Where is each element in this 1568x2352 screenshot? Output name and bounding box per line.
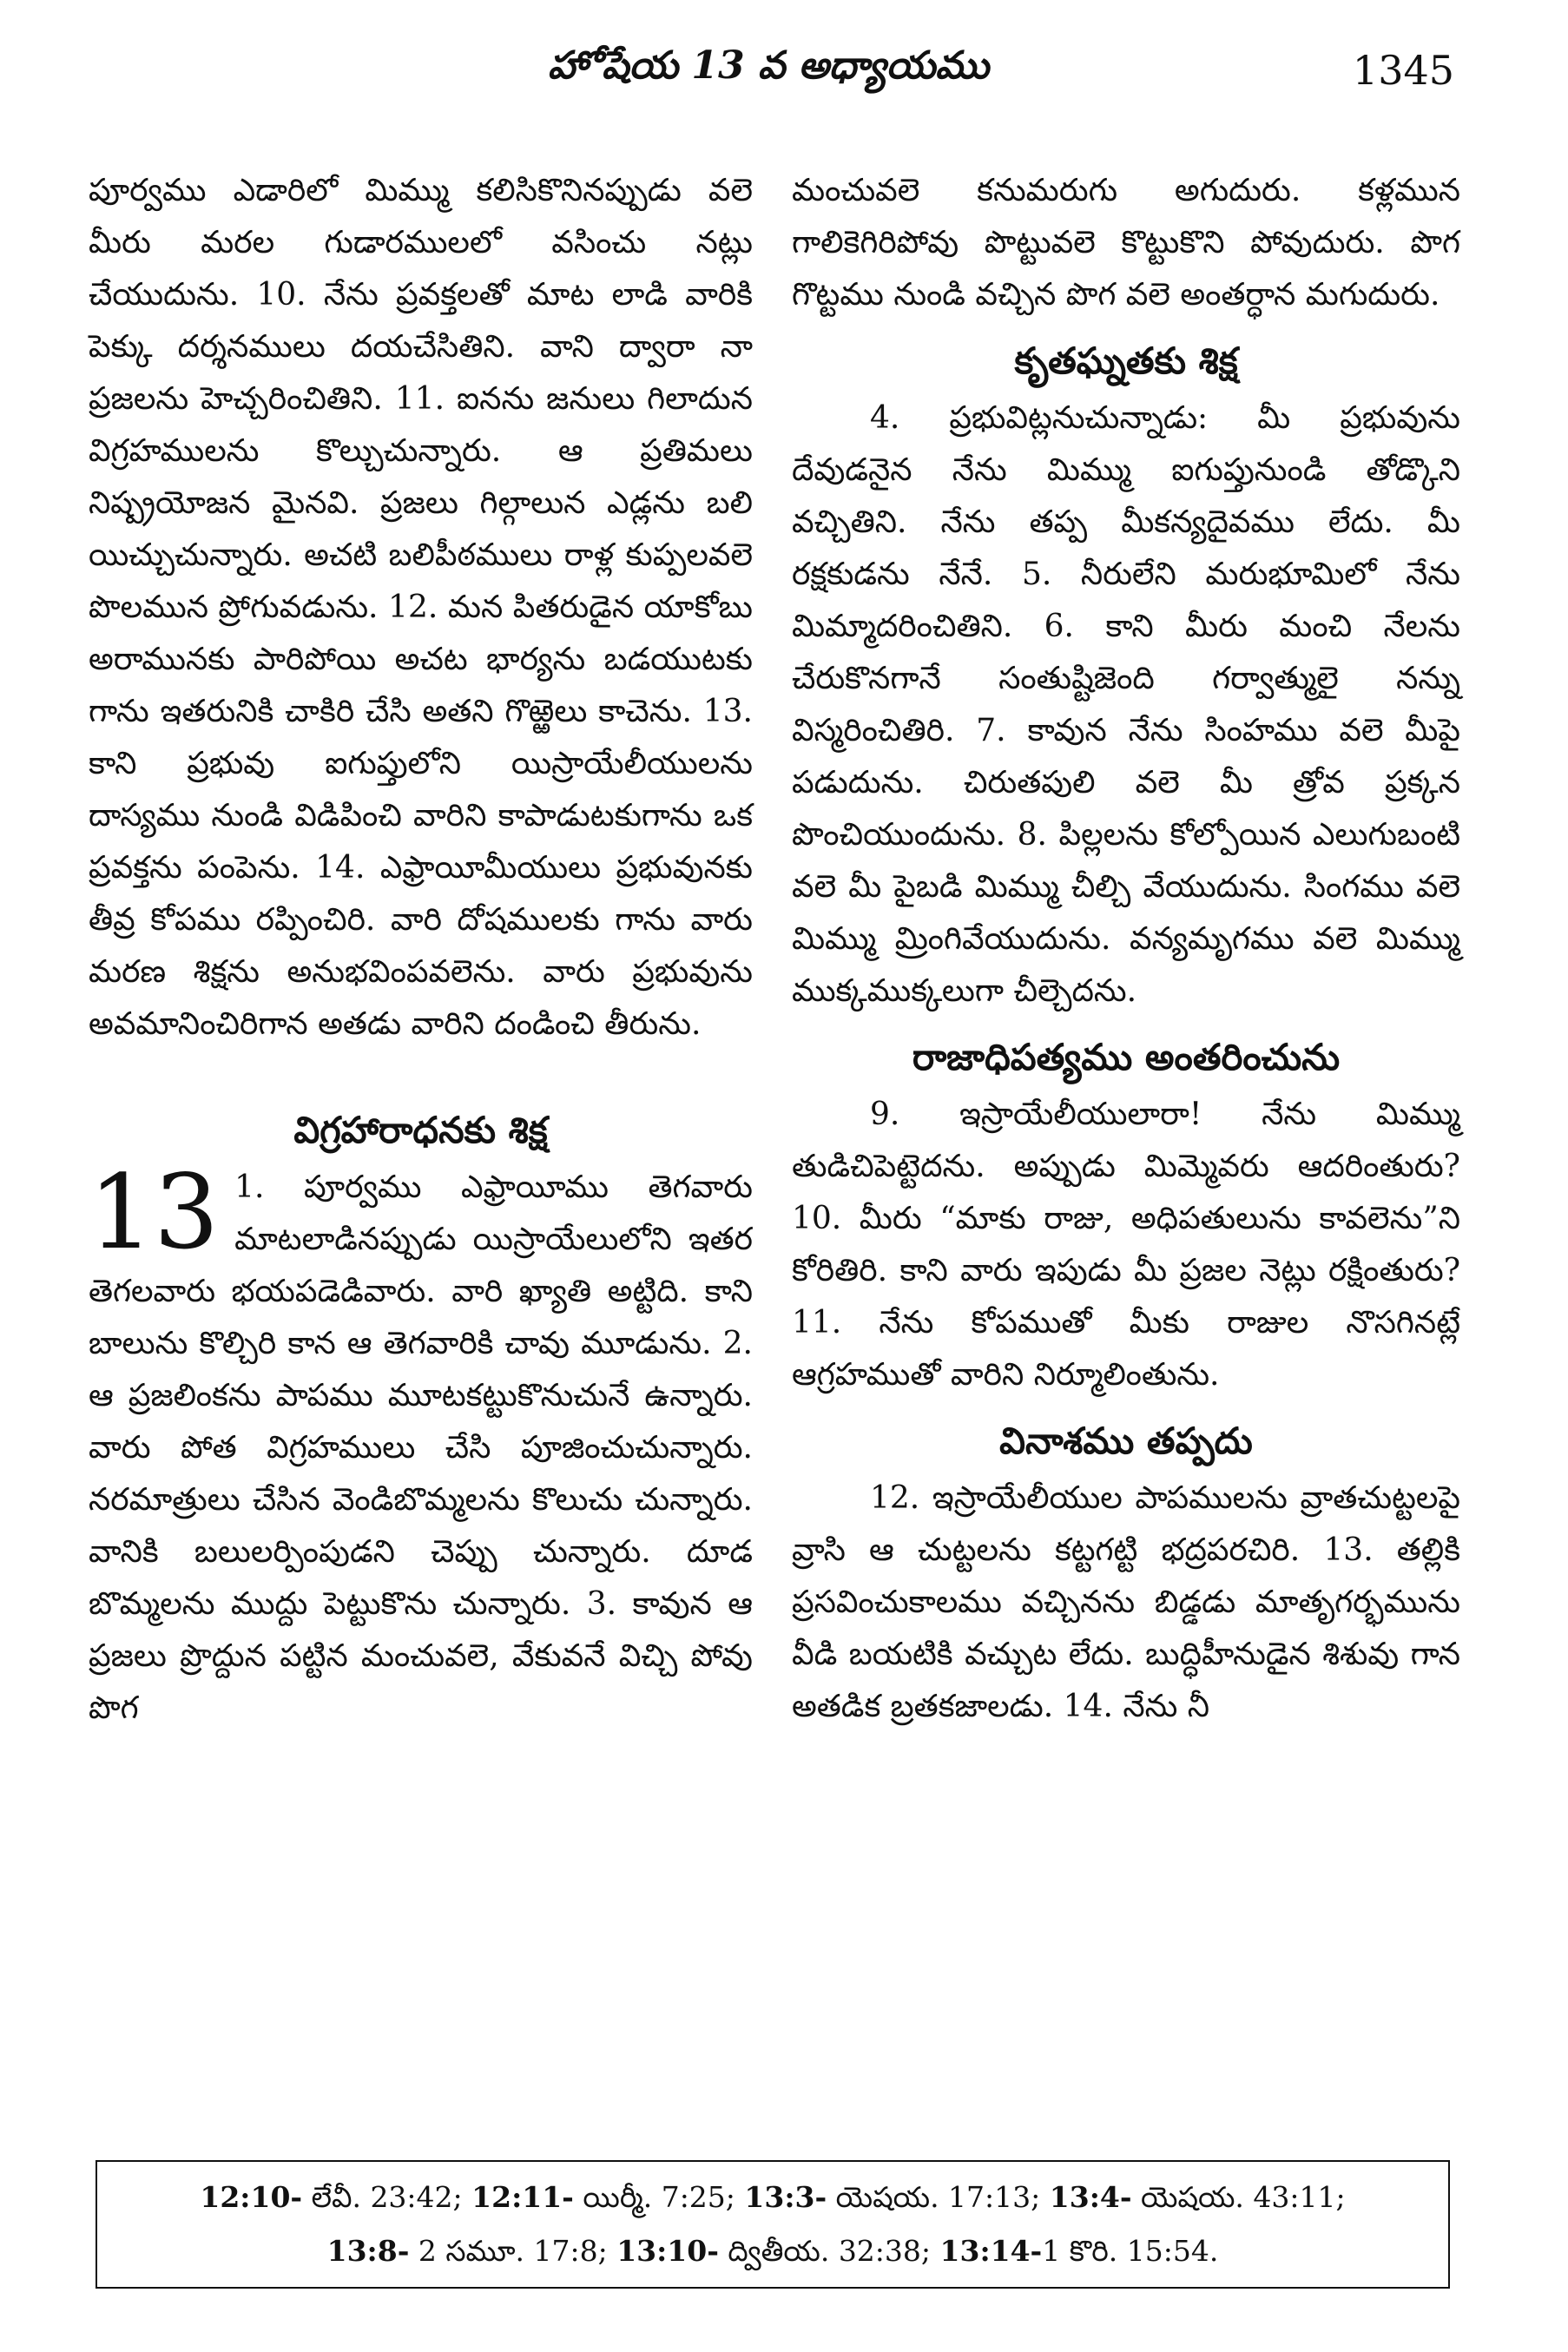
section-heading-kingship: రాజాధిపత్యము అంతరించును	[912, 1036, 1341, 1078]
section-heading-ingratitude: కృతఘ్నతకు శిక్ష	[1014, 339, 1238, 382]
cross-reference-line-2	[97, 2224, 1448, 2278]
right-column	[792, 165, 1460, 1733]
cross-reference: 12:10- లేవీ. 23:42;	[200, 2180, 472, 2214]
section-heading-idolatry: విగ్రహారాధనకు శిక్ష	[293, 1109, 548, 1151]
cross-reference: 13:10- ద్వితీయ. 32:38;	[616, 2234, 940, 2268]
cross-reference: 13:3- యెషయ. 17:13;	[744, 2180, 1050, 2214]
running-title: హోషేయ 13 వ అధ్యాయము	[547, 43, 990, 88]
left-paragraph-1: పూర్వము ఎడారిలో మిమ్ము కలిసికొనినప్పుడు వలె మీరు మరల గుడారములలో వసించు నట్లు చేయుదును. 10. నేను ప్రవక్తలతో మాట లాడి వారికి పెక్కు దర్శనములు దయచేసితిని. వాని ద్వారా నా ప్రజలను హెచ్చరించితిని. 11. ఐనను జనులు గిలాదున విగ్రహములను కొల్చుచున్నారు. ఆ ప్రతిమలు నిష్ప్రయోజన మైనవి. ప్రజలు గిల్గాలున ఎడ్లను బలి యిచ్చుచున్నారు. అచటి బలిపీఠములు రాళ్ల కుప్పలవలె పొలమున ప్రోగువడును. 12. మన పితరుడైన యాకోబు అరామునకు పారిపోయి అచట భార్యను బడయుటకు గాను ఇతరునికి చాకిరి చేసి అతని గొఱ్ఱెలు కాచెను. 13. కాని ప్రభువు ఐగుప్తులోని యిస్రాయేలీయులను దాస్యము నుండి విడిపించి వారిని కాపాడుటకుగాను ఒక ప్రవక్తను పంపెను. 14. ఎఫ్రాయీమీయులు ప్రభువునకు తీవ్ర కోపము రప్పించిరి. వారి దోషములకు గాను వారు మరణ శిక్షను అనుభవింపవలెను. వారు ప్రభువును అవమానించిరిగాన అతడు వారిని దండించి తీరును.	[89, 173, 753, 1042]
right-paragraph-2: 4. ప్రభువిట్లనుచున్నాడు: మీ ప్రభువును దేవుడనైన నేను మిమ్ము ఐగుప్తునుండి తోడ్కొని వచ్చితిని. నేను తప్ప మీకన్యదైవము లేదు. మీ రక్షకుడను నేనే. 5. నీరులేని మరుభూమిలో నేను మిమ్మాదరించితిని. 6. కాని మీరు మంచి నేలను చేరుకొనగానే సంతుష్టిజెంది గర్వాత్ములై నన్ను విస్మరించితిరి. 7. కావున నేను సింహము వలె మీపై పడుదును. చిరుతపులి వలె మీ త్రోవ ప్రక్కన పొంచియుందును. 8. పిల్లలను కోల్పోయిన ఎలుగుబంటి వలె మీ పైబడి మిమ్ము చీల్చి వేయుదును. సింగము వలె మిమ్ము మ్రింగివేయుదును. వన్యమృగము వలె మిమ్ము ముక్కముక్కలుగా చీల్చెదను.	[792, 400, 1460, 1009]
chapter-number: 13	[89, 1152, 220, 1272]
right-paragraph-1: మంచువలె కనుమరుగు అగుదురు. కళ్లమున గాలికెగిరిపోవు పొట్టువలె కొట్టుకొని పోవుదురు. పొగ గొట్టము నుండి వచ్చిన పొగ వలె అంతర్ధాన మగుదురు.	[792, 173, 1460, 313]
right-paragraph-4: 12. ఇస్రాయేలీయుల పాపములను వ్రాతచుట్టలపై వ్రాసి ఆ చుట్టలను కట్టగట్టి భద్రపరచిరి. 13. తల్లికి ప్రసవించుకాలము వచ్చినను బిడ్డడు మాతృగర్భమును వీడి బయటికి వచ్చుట లేదు. బుద్ధిహీనుడైన శిశువు గాన అతడిక బ్రతకజాలడు. 14. నేను నీ	[792, 1480, 1460, 1724]
section-heading-destruction: వినాశము తప్పదు	[999, 1420, 1253, 1462]
cross-reference: 13:8- 2 సమూ. 17:8;	[326, 2234, 617, 2268]
left-column	[89, 165, 753, 1735]
chapter-start	[89, 1152, 753, 1735]
cross-reference-line-1	[97, 2171, 1448, 2224]
left-paragraph-2: 1. పూర్వము ఎఫ్రాయీము తెగవారు మాటలాడినప్పుడు యిస్రాయేలులోని ఇతర తెగలవారు భయపడెడివారు. వారి ఖ్యాతి అట్టిది. కాని బాలును కొల్చిరి కాన ఆ తెగవారికి చావు మూడును. 2. ఆ ప్రజలింకను పాపము మూటకట్టుకొనుచునే ఉన్నారు. వారు పోత విగ్రహములు చేసి పూజించుచున్నారు. నరమాత్రులు చేసిన వెండిబొమ్మలను కొలుచు చున్నారు. వానికి బలులర్పింపుడని చెప్పు చున్నారు. దూడ బొమ్మలను ముద్దు పెట్టుకొను చున్నారు. 3. కావున ఆ ప్రజలు ప్రొద్దున పట్టిన మంచువలె, వేకువనే విచ్చి పోవు పొగ	[89, 1169, 753, 1726]
cross-reference-box	[96, 2160, 1450, 2289]
page-number: 1345	[1352, 47, 1454, 94]
page-header	[82, 43, 1454, 113]
right-paragraph-3: 9. ఇస్రాయేలీయులారా! నేను మిమ్ము తుడిచిపెట్టెదను. అప్పుడు మిమ్మెవరు ఆదరింతురు? 10. మీరు “మాకు రాజు, అధిపతులును కావలెను”ని కోరితిరి. కాని వారు ఇపుడు మీ ప్రజల నెట్లు రక్షింతురు? 11. నేను కోపముతో మీకు రాజుల నొసగినట్లే ఆగ్రహముతో వారిని నిర్మూలింతును.	[792, 1097, 1460, 1393]
cross-reference: 12:11- యిర్మీ. 7:25;	[471, 2180, 745, 2214]
cross-reference: 13:14-1 కొరి. 15:54.	[939, 2234, 1219, 2268]
cross-reference: 13:4- యెషయ. 43:11;	[1049, 2180, 1346, 2214]
